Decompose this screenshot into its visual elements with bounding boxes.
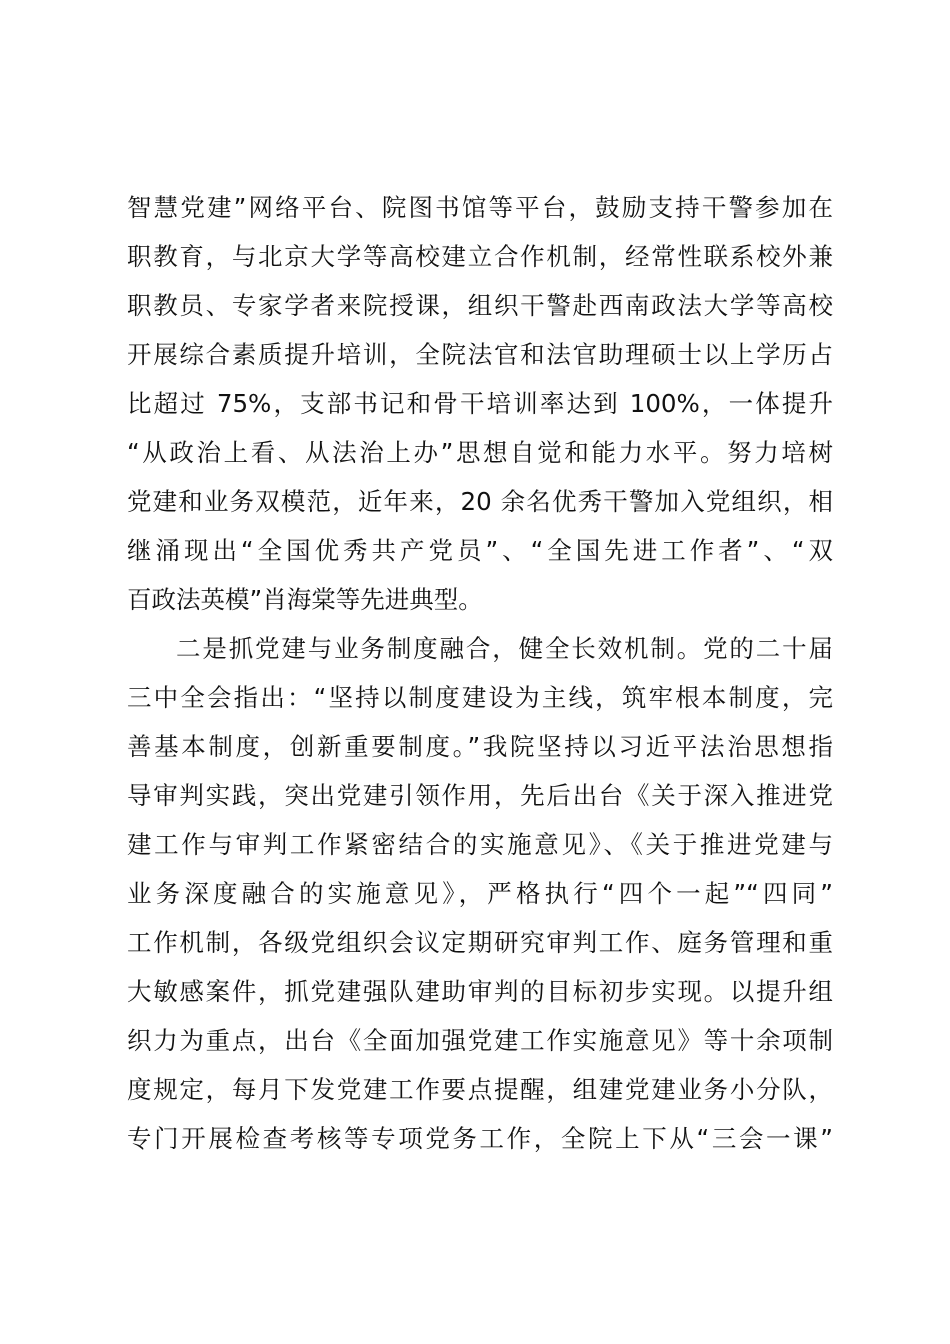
text-line: 建工作与审判工作紧密结合的实施意见》、《关于推进党建与 [127,830,833,859]
document-body [127,183,833,1163]
text-line: 工作机制，各级党组织会议定期研究审判工作、庭务管理和重 [127,928,833,957]
text-line: 大敏感案件，抓党建强队建助审判的目标初步实现。以提升组 [127,977,833,1006]
text-line-paragraph-start: 二是抓党建与业务制度融合，健全长效机制。党的二十届 [176,634,833,663]
text-line: 三中全会指出：“坚持以制度建设为主线，筑牢根本制度，完 [127,683,833,712]
text-line: “从政治上看、从法治上办”思想自觉和能力水平。努力培树 [127,438,833,467]
text-line: 导审判实践，突出党建引领作用，先后出台《关于深入推进党 [127,781,833,810]
text-line: 业务深度融合的实施意见》，严格执行“四个一起”“四同” [127,879,833,908]
text-line: 继涌现出“全国优秀共产党员”、“全国先进工作者”、“双 [127,536,833,565]
text-line: 专门开展检查考核等专项党务工作，全院上下从“三会一课” [127,1124,833,1153]
text-line: 度规定，每月下发党建工作要点提醒，组建党建业务小分队， [127,1075,833,1104]
text-line: 织力为重点，出台《全面加强党建工作实施意见》等十余项制 [127,1026,833,1055]
text-line: 党建和业务双模范，近年来，20 余名优秀干警加入党组织，相 [127,487,833,516]
text-line: 善基本制度，创新重要制度。”我院坚持以习近平法治思想指 [127,732,833,761]
text-line-paragraph-end: 百政法英模”肖海棠等先进典型。 [127,585,483,614]
text-line: 比超过 75%，支部书记和骨干培训率达到 100%，一体提升 [127,389,833,418]
text-line: 智慧党建”网络平台、院图书馆等平台，鼓励支持干警参加在 [127,193,833,222]
text-line: 职教员、专家学者来院授课，组织干警赴西南政法大学等高校 [127,291,833,320]
text-line: 开展综合素质提升培训，全院法官和法官助理硕士以上学历占 [127,340,833,369]
text-line: 职教育，与北京大学等高校建立合作机制，经常性联系校外兼 [127,242,833,271]
